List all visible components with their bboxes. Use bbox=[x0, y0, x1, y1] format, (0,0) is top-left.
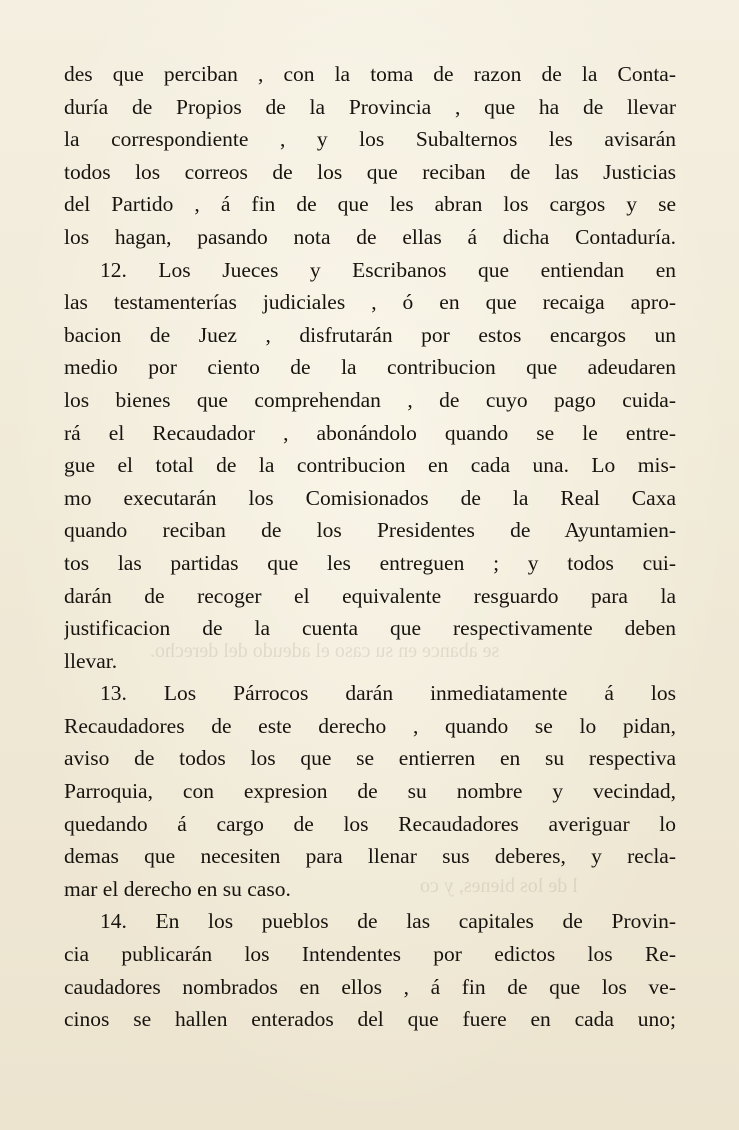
text-line: las testamenterías judiciales , ó en que recaiga apro- bbox=[64, 290, 676, 315]
text-line: tos las partidas que les entreguen ; y todos cui- bbox=[64, 550, 676, 575]
text-line: los bienes que comprehendan , de cuyo pago cuida- bbox=[64, 387, 676, 412]
text-line: llevar. bbox=[64, 648, 118, 673]
text-line: des que perciban , con la toma de razon de la Conta- bbox=[64, 62, 676, 86]
bleed-through-text-2: l de los bienes, y co bbox=[420, 875, 578, 897]
text-line: quedando á cargo de los Recaudadores averiguar lo bbox=[64, 811, 676, 836]
text-line: los hagan, pasando nota de ellas á dicha Contaduría. bbox=[64, 224, 676, 249]
text-line: cia publicarán los Intendentes por edictos los Re- bbox=[64, 942, 676, 967]
text-line: cinos se hallen enterados del que fuere en cada uno; bbox=[64, 1007, 676, 1032]
text-line: medio por ciento de la contribucion que adeudaren bbox=[64, 355, 676, 380]
text-line: del Partido , á fin de que les abran los cargos y se bbox=[64, 192, 676, 217]
text-line: justificacion de la cuenta que respectivamente deben bbox=[64, 616, 676, 641]
text-line: Recaudadores de este derecho , quando se lo pidan, bbox=[64, 713, 676, 738]
text-line: duría de Propios de la Provincia , que ha de llevar bbox=[64, 94, 676, 119]
bleed-through-text: se abance en su caso el adeudo del derecho. bbox=[150, 640, 500, 662]
text-line: gue el total de la contribucion en cada una. Lo mis- bbox=[64, 453, 676, 478]
text-line: rá el Recaudador , abonándolo quando se le entre- bbox=[64, 420, 676, 445]
paragraph-13-start: 13. Los Párrocos darán inmediatamente á los bbox=[100, 681, 676, 706]
paragraph-12-start: 12. Los Jueces y Escribanos que entiendan en bbox=[100, 257, 676, 282]
text-line: la correspondiente , y los Subalternos les avisarán bbox=[64, 127, 676, 152]
paragraph-14-start: 14. En los pueblos de las capitales de Provin- bbox=[100, 909, 676, 934]
body-text bbox=[64, 58, 676, 1036]
text-line: demas que necesiten para llenar sus deberes, y recla- bbox=[64, 844, 676, 869]
text-line: quando reciban de los Presidentes de Ayuntamien- bbox=[64, 518, 676, 543]
text-line: darán de recoger el equivalente resguardo para la bbox=[64, 583, 676, 608]
text-line: todos los correos de los que reciban de las Justicias bbox=[64, 159, 676, 184]
text-line: mo executarán los Comisionados de la Real Caxa bbox=[64, 485, 676, 510]
text-line: bacion de Juez , disfrutarán por estos encargos un bbox=[64, 322, 676, 347]
text-line: Parroquia, con expresion de su nombre y vecindad, bbox=[64, 779, 676, 804]
text-line: mar el derecho en su caso. bbox=[64, 876, 291, 901]
text-line: caudadores nombrados en ellos , á fin de que los ve- bbox=[64, 974, 676, 999]
text-line: aviso de todos los que se entierren en su respectiva bbox=[64, 746, 676, 771]
